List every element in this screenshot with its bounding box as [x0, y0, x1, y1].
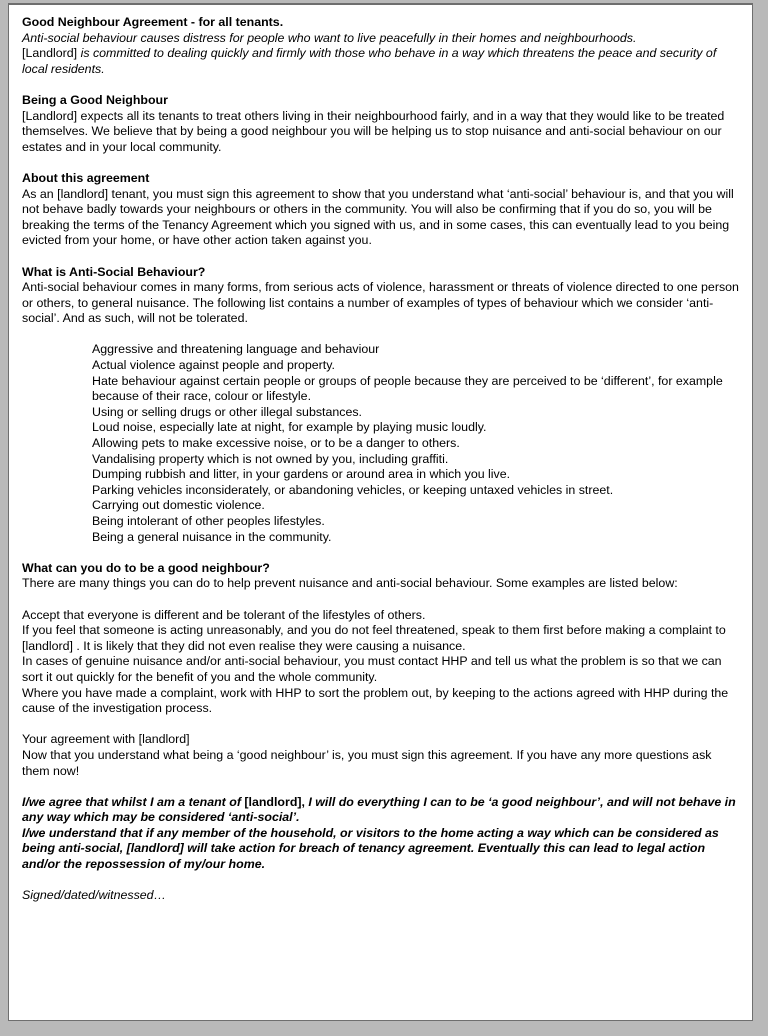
section-body-what-can-you-do: There are many things you can do to help prevent nuisance and anti-social behaviour. Some examples are listed below:: [22, 576, 678, 591]
spacer: [22, 545, 740, 561]
good-neighbour-tips: [22, 608, 740, 717]
list-item: Dumping rubbish and litter, in your gardens or around area in which you live.: [92, 467, 511, 482]
spacer: [22, 327, 740, 343]
declaration-one: [22, 795, 740, 826]
tip-paragraph: Accept that everyone is different and be tolerant of the lifestyles of others.: [22, 607, 426, 622]
spacer: [22, 77, 740, 93]
section-heading-about-this-agreement: About this agreement: [22, 170, 150, 185]
spacer: [22, 779, 740, 795]
agreement-heading: Your agreement with [landlord]: [22, 732, 190, 747]
page-footer-clipped: [8, 1026, 753, 1036]
list-item: Vandalising property which is not owned by you, including graffiti.: [92, 451, 449, 466]
list-item: Allowing pets to make excessive noise, or to be a danger to others.: [92, 436, 460, 451]
section-body-being-a-good-neighbour: [Landlord] expects all its tenants to treat others living in their neighbourhood fairly, and in a way that they would like to be treated themselves. We believe that by being a good neighbour you will be helping us to stop nuisance and anti-social behaviour on our estates and in your local community.: [22, 108, 725, 154]
declaration-one-part-a: I/we agree that whilst I am a tenant of: [22, 794, 245, 809]
spacer: [22, 155, 740, 171]
declaration-two: I/we understand that if any member of the household, or visitors to the home acting a way which can be considered as being anti-social, [landlord] will take action for breach of tenancy agreement. Eventually this can lead to legal action and/or the repossession of my/our home.: [22, 825, 719, 872]
section-heading-what-can-you-do: What can you do to be a good neighbour?: [22, 560, 270, 575]
intro-landlord-token: [Landlord]: [22, 46, 78, 61]
document-sheet: [8, 3, 753, 1021]
list-item: Carrying out domestic violence.: [92, 498, 265, 513]
section-heading-being-a-good-neighbour: Being a Good Neighbour: [22, 92, 168, 107]
agreement-body: Now that you understand what being a ‘good neighbour’ is, you must sign this agreement. If you have any more questions ask them now!: [22, 747, 712, 778]
spacer: [22, 249, 740, 265]
list-item: Actual violence against people and property.: [92, 358, 335, 373]
tip-paragraph: Where you have made a complaint, work with HHP to sort the problem out, by keeping to the actions agreed with HHP during the cause of the investigation process.: [22, 685, 729, 716]
signature-line: Signed/dated/witnessed…: [22, 888, 166, 903]
intro-paragraph: [22, 31, 740, 78]
section-heading-what-is-anti-social-behaviour: What is Anti-Social Behaviour?: [22, 264, 206, 279]
section-body-what-is-anti-social-behaviour: Anti-social behaviour comes in many forms, from serious acts of violence, harassment or threats of violence directed to one person or others, to general nuisance. The following list contains a number of examples of types of behaviour which we consider ‘anti-social’. And as such, will not be tolerated.: [22, 280, 739, 326]
declaration-one-part-b: I will do everything I can to be ‘a good neighbour’, and will not behave in any way which may be considered ‘anti-social’.: [22, 794, 736, 825]
spacer: [22, 717, 740, 733]
list-item: Parking vehicles inconsiderately, or abandoning vehicles, or keeping untaxed vehicles in street.: [92, 482, 614, 497]
list-item: Being intolerant of other peoples lifestyles.: [92, 514, 325, 528]
list-item: Using or selling drugs or other illegal substances.: [92, 404, 362, 419]
list-item: Loud noise, especially late at night, for example by playing music loudly.: [92, 420, 487, 435]
spacer: [22, 873, 740, 889]
tip-paragraph: In cases of genuine nuisance and/or anti-social behaviour, you must contact HHP and tell us what the problem is so that we can sort it out quickly for the benefit of you and the whole community.: [22, 654, 722, 684]
section-body-about-this-agreement: As an [landlord] tenant, you must sign this agreement to show that you understand what ‘anti-social’ behaviour is, and that you will not behave badly towards your neighbours or others in the community. You will also be confirming that if you do so, you will be breaking the terms of the Tenancy Agreement which you signed with us, and in some cases, this can eventually lead to you being evicted from your home, or have other action taken against you.: [22, 186, 734, 248]
document-body: [9, 5, 752, 904]
anti-social-examples-list: [22, 342, 740, 545]
intro-line-2: is committed to dealing quickly and firmly with those who behave in a way which threatens the peace and security of local residents.: [22, 46, 717, 76]
tip-paragraph: If you feel that someone is acting unreasonably, and you do not feel threatened, speak to them first before making a complaint to [landlord] . It is likely that they did not even realise they were causing a nuisance.: [22, 623, 726, 653]
list-item: Being a general nuisance in the community.: [92, 529, 332, 544]
intro-line-1: Anti-social behaviour causes distress for people who want to live peacefully in their homes and neighbourhoods.: [22, 30, 637, 45]
list-item: Aggressive and threatening language and behaviour: [92, 342, 380, 357]
document-title: Good Neighbour Agreement - for all tenants.: [22, 15, 284, 29]
list-item: Hate behaviour against certain people or groups of people because they are perceived to be ‘different’, for example because of their race, colour or lifestyle.: [92, 373, 723, 404]
declaration-one-landlord-token: [landlord],: [244, 794, 305, 809]
spacer: [22, 592, 740, 608]
